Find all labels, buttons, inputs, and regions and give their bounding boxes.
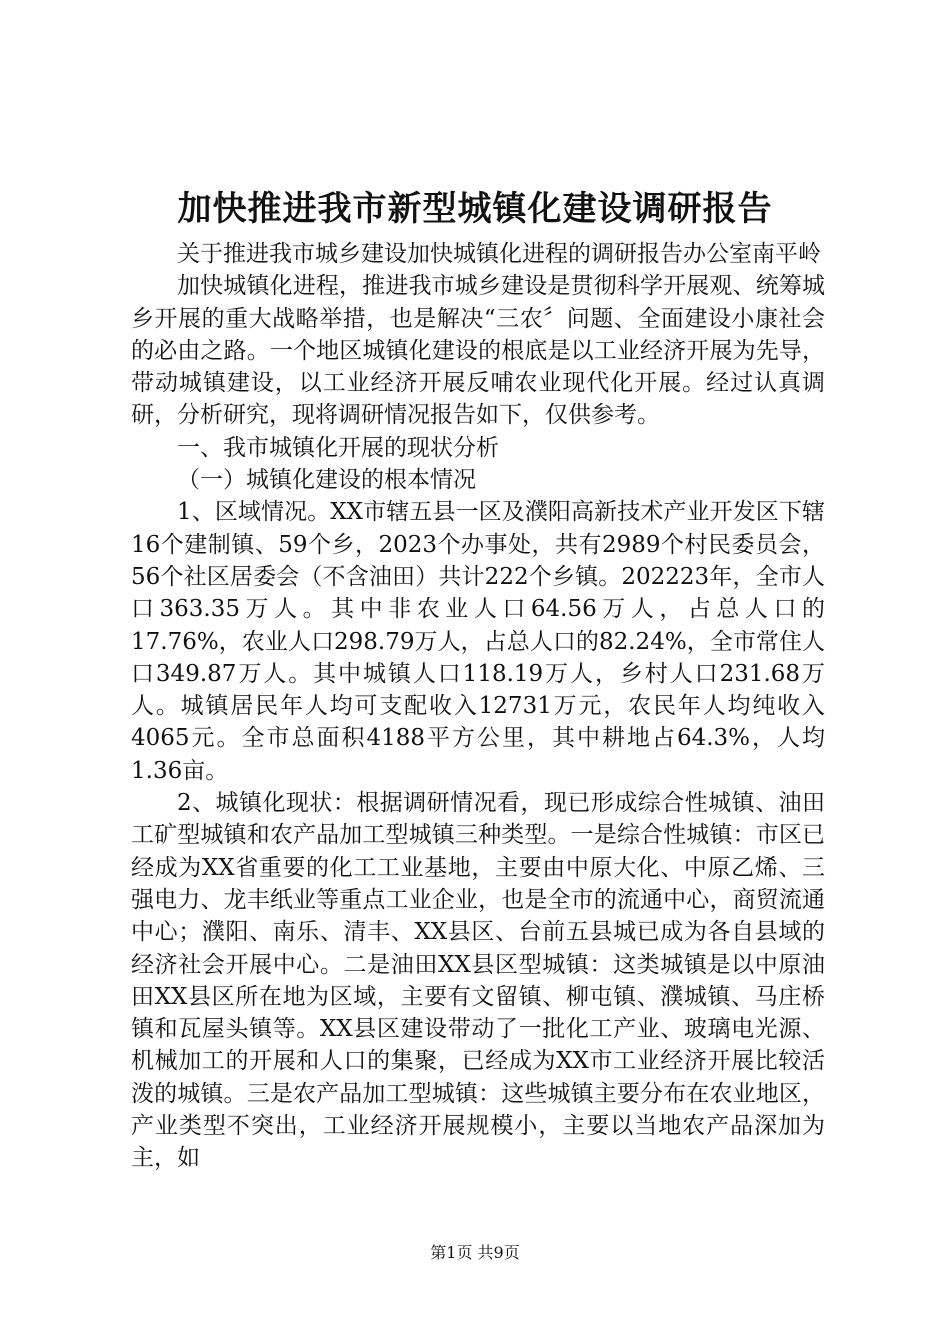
document-body [131, 238, 825, 1175]
subsection-heading: （一）城镇化建设的根本情况 [177, 467, 476, 494]
paragraph-urbanization: 2、城镇化现状：根据调研情况看，现已形成综合性城镇、油田工矿型城镇和农产品加工型城镇三种类型。一是综合性城镇：市区已经成为XX省重要的化工工业基地，主要由中原大化、中原乙烯、三强电力、龙丰纸业等重点工业企业，也是全市的流通中心，商贸流通中心；濮阳、南乐、清丰、XX县区、台前五县城已成为各自县域的经济社会开展中心。二是油田XX县区型城镇：这类城镇是以中原油田XX县区所在地为区域，主要有文留镇、柳屯镇、濮城镇、马庄桥镇和瓦屋头镇等。XX县区建设带动了一批化工产业、玻璃电光源、机械加工的开展和人口的集聚，已经成为XX市工业经济开展比较活泼的城镇。三是农产品加工型城镇：这些城镇主要分布在农业地区，产业类型不突出，工业经济开展规模小，主要以当地农产品深加为主，如 [131, 790, 825, 1172]
paragraph-intro: 加快城镇化进程，推进我市城乡建设是贯彻科学开展观、统筹城乡开展的重大战略举措，也是解决“三农〞问题、全面建设小康社会的必由之路。一个地区城镇化建设的根底是以工业经济开展为先导，带动城镇建设，以工业经济开展反哺农业现代化开展。经过认真调研，分析研究，现将调研情况报告如下，仅供参考。 [131, 273, 825, 429]
document-title: 加快推进我市新型城镇化建设调研报告 [177, 189, 773, 229]
paragraph-subtitle: 关于推进我市城乡建设加快城镇化进程的调研报告办公室南平岭 [177, 241, 821, 267]
page-footer: 第1页 共9页 [430, 1243, 520, 1262]
paragraph-region: 1、区域情况。XX市辖五县一区及濮阳高新技术产业开发区下辖16个建制镇、59个乡，2023个办事处，共有2989个村民委员会，56个社区居委会（不含油田）共计222个乡镇。202223年，全市人口363.35万人。其中非农业人口64.56万人，占总人口的17.76%，农业人口298.79万人，占总人口的82.24%，全市常住人口349.87万人。其中城镇人口118.19万人，乡村人口231.68万人。城镇居民年人均可支配收入12731万元，农民年人均纯收入4065元。全市总面积4188平方公里，其中耕地占64.3%，人均1.36亩。 [131, 499, 825, 784]
section-heading: 一、我市城镇化开展的现状分析 [177, 434, 499, 461]
